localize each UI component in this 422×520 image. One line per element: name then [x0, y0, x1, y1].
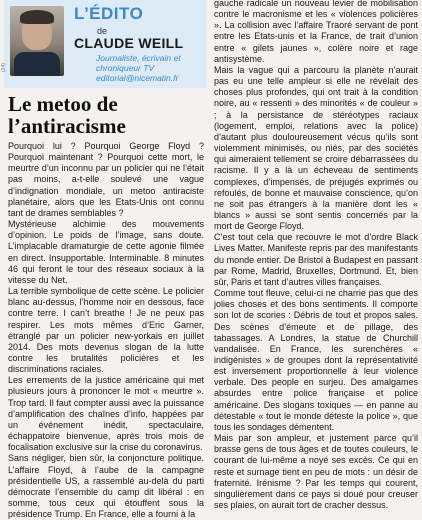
author-photo [10, 6, 64, 76]
paragraph: Les errements de la justice américaine qui met plusieurs jours à prononcer le mot « meurtre ». Trop tard. Il faut compter aussi avec la puissance d’amplification des chaînes d’info, happées par un événement inédit, spectaculaire, échappatoire bienvenue, après trois mois de focalisation exclusive sur la crise du coronavirus. [8, 375, 204, 453]
author-email: editorial@nicematin.fr [96, 73, 179, 83]
headline: Le metoo de l’antiracisme [8, 92, 126, 138]
left-column [1, 0, 206, 520]
author-prefix: de [97, 26, 108, 36]
section-title: L’ÉDITO [74, 4, 144, 23]
paragraph: Mystérieuse alchimie des mouvements d’opinion. Le poids de l’image, sans doute. L’implacable dramaturgie de cette agonie filmée en direct. Insupportable. Interminable. 8 minutes 46 qui feront le tour des réseaux sociaux à la vitesse du Net. [8, 219, 204, 285]
paragraph: Pourquoi lui ? Pourquoi George Floyd ? Pourquoi maintenant ? Pourquoi cette mort, le meurtre d’un inconnu par un policier qui ne l’était pas moins, a-t-elle soulevé une vague d’indignation mondiale, un metoo antiraciste planétaire, alors que les Etats-Unis ont connu tant de drames semblables ? [8, 141, 204, 218]
body-text-left [8, 141, 204, 520]
body-text-right [214, 0, 418, 511]
paragraph: La terrible symbolique de cette scène. Le policier blanc au-dessus, l’homme noir en dessous, face contre terre. I can’t breathe ! Je ne peux pas respirer. Les mots mêmes d’Eric Garner, étranglé par un policier new-yorkais en juillet 2014. Des mots devenus slogan de la lutte contre les brutalités policières et les discriminations raciales. [8, 286, 204, 375]
author-header [4, 0, 206, 88]
paragraph: Comme tout fleuve, celui-ci ne charrie pas que des jolies choses et des bons sentiments. Il comporte son lot de scories : Débris de tout et propos sales. Des scènes d’émeute et de pillage, des tabassages. A Londres, la statue de Churchill vandalisée. En France, les surenchères « indigénistes » de groupes dont la représentativité est inversement proportionnelle à leur violence verbale. Des people en surjeu. Des amalgames absurdes entre police française et police américaine. Des slogans toxiques — en panne au détestable « tout le monde déteste la police », que tous les sondages démentent. [214, 288, 418, 432]
side-code: (24) [1, 63, 7, 72]
right-column [214, 0, 418, 511]
paragraph: Sans négliger, bien sûr, la conjoncture politique. L’affaire Floyd, à l’aube de la campagne présidentielle US, a rassemblé au-delà du parti démocrate l’ensemble du camp dit libéral : en somme, tous ceux qui étouffent sous la présidence Trump. En France, elle a fourni à la [8, 453, 204, 520]
paragraph: Mais la vague qui a parcouru la planète n’aurait pas eu une telle ampleur si elle ne révélait des choses plus profondes, qui ont trait à la condition noire, au « ressenti » des minorités « de couleur » ; à la persistance de stéréotypes raciaux (logement, emploi, relations avec la police) d’autant plus douloureusement vécus qu’ils sont violemment minimisés, ou niés, par des sociétés qui aimeraient tellement se croire débarrassées du racisme. Il y a là un écheveau de sentiments complexes, d’impensés, de préjugés exprimés ou refoulés, de bonne et mauvaise conscience, qu’on ne soit pas étrangers à la manière dont les « blancs » aussi se sont sentis concernés par la mort de George Floyd. [214, 64, 418, 232]
paragraph: C’est tout cela que recouvre le mot d’ordre Black Lives Matter. Manifeste repris par des manifestants du monde entier. De Bristol à Budapest en passant par Rome, Madrid, Bruxelles, Dortmund. Et, bien sûr, Paris et tant d’autres villes françaises. [214, 232, 418, 287]
author-role: Journaliste, écrivain et chroniqueur TV [96, 53, 181, 73]
paragraph: gauche radicale un nouveau levier de mobilisation contre le macronisme et les « violences policières ». La collision avec l’affaire Traoré servant de pont entre les Etats-unis et la France, de trait d’union entre « gilets jaunes », colère noire et rage antisystème. [214, 0, 418, 64]
author-name: CLAUDE WEILL [74, 35, 184, 51]
paragraph: Mais par son ampleur, et justement parce qu’il brasse gens de tous âges et de toutes couleurs, le courant de lui-même a noyé ses excès. Ce qui en reste et surnage tient en peu de mots : un désir de fraternité. Irénisme ? Par les temps qui courent, singulièrement dans ce pays si doué pour creuser ses plaies, on aurait tort de cracher dessus. [214, 433, 418, 511]
